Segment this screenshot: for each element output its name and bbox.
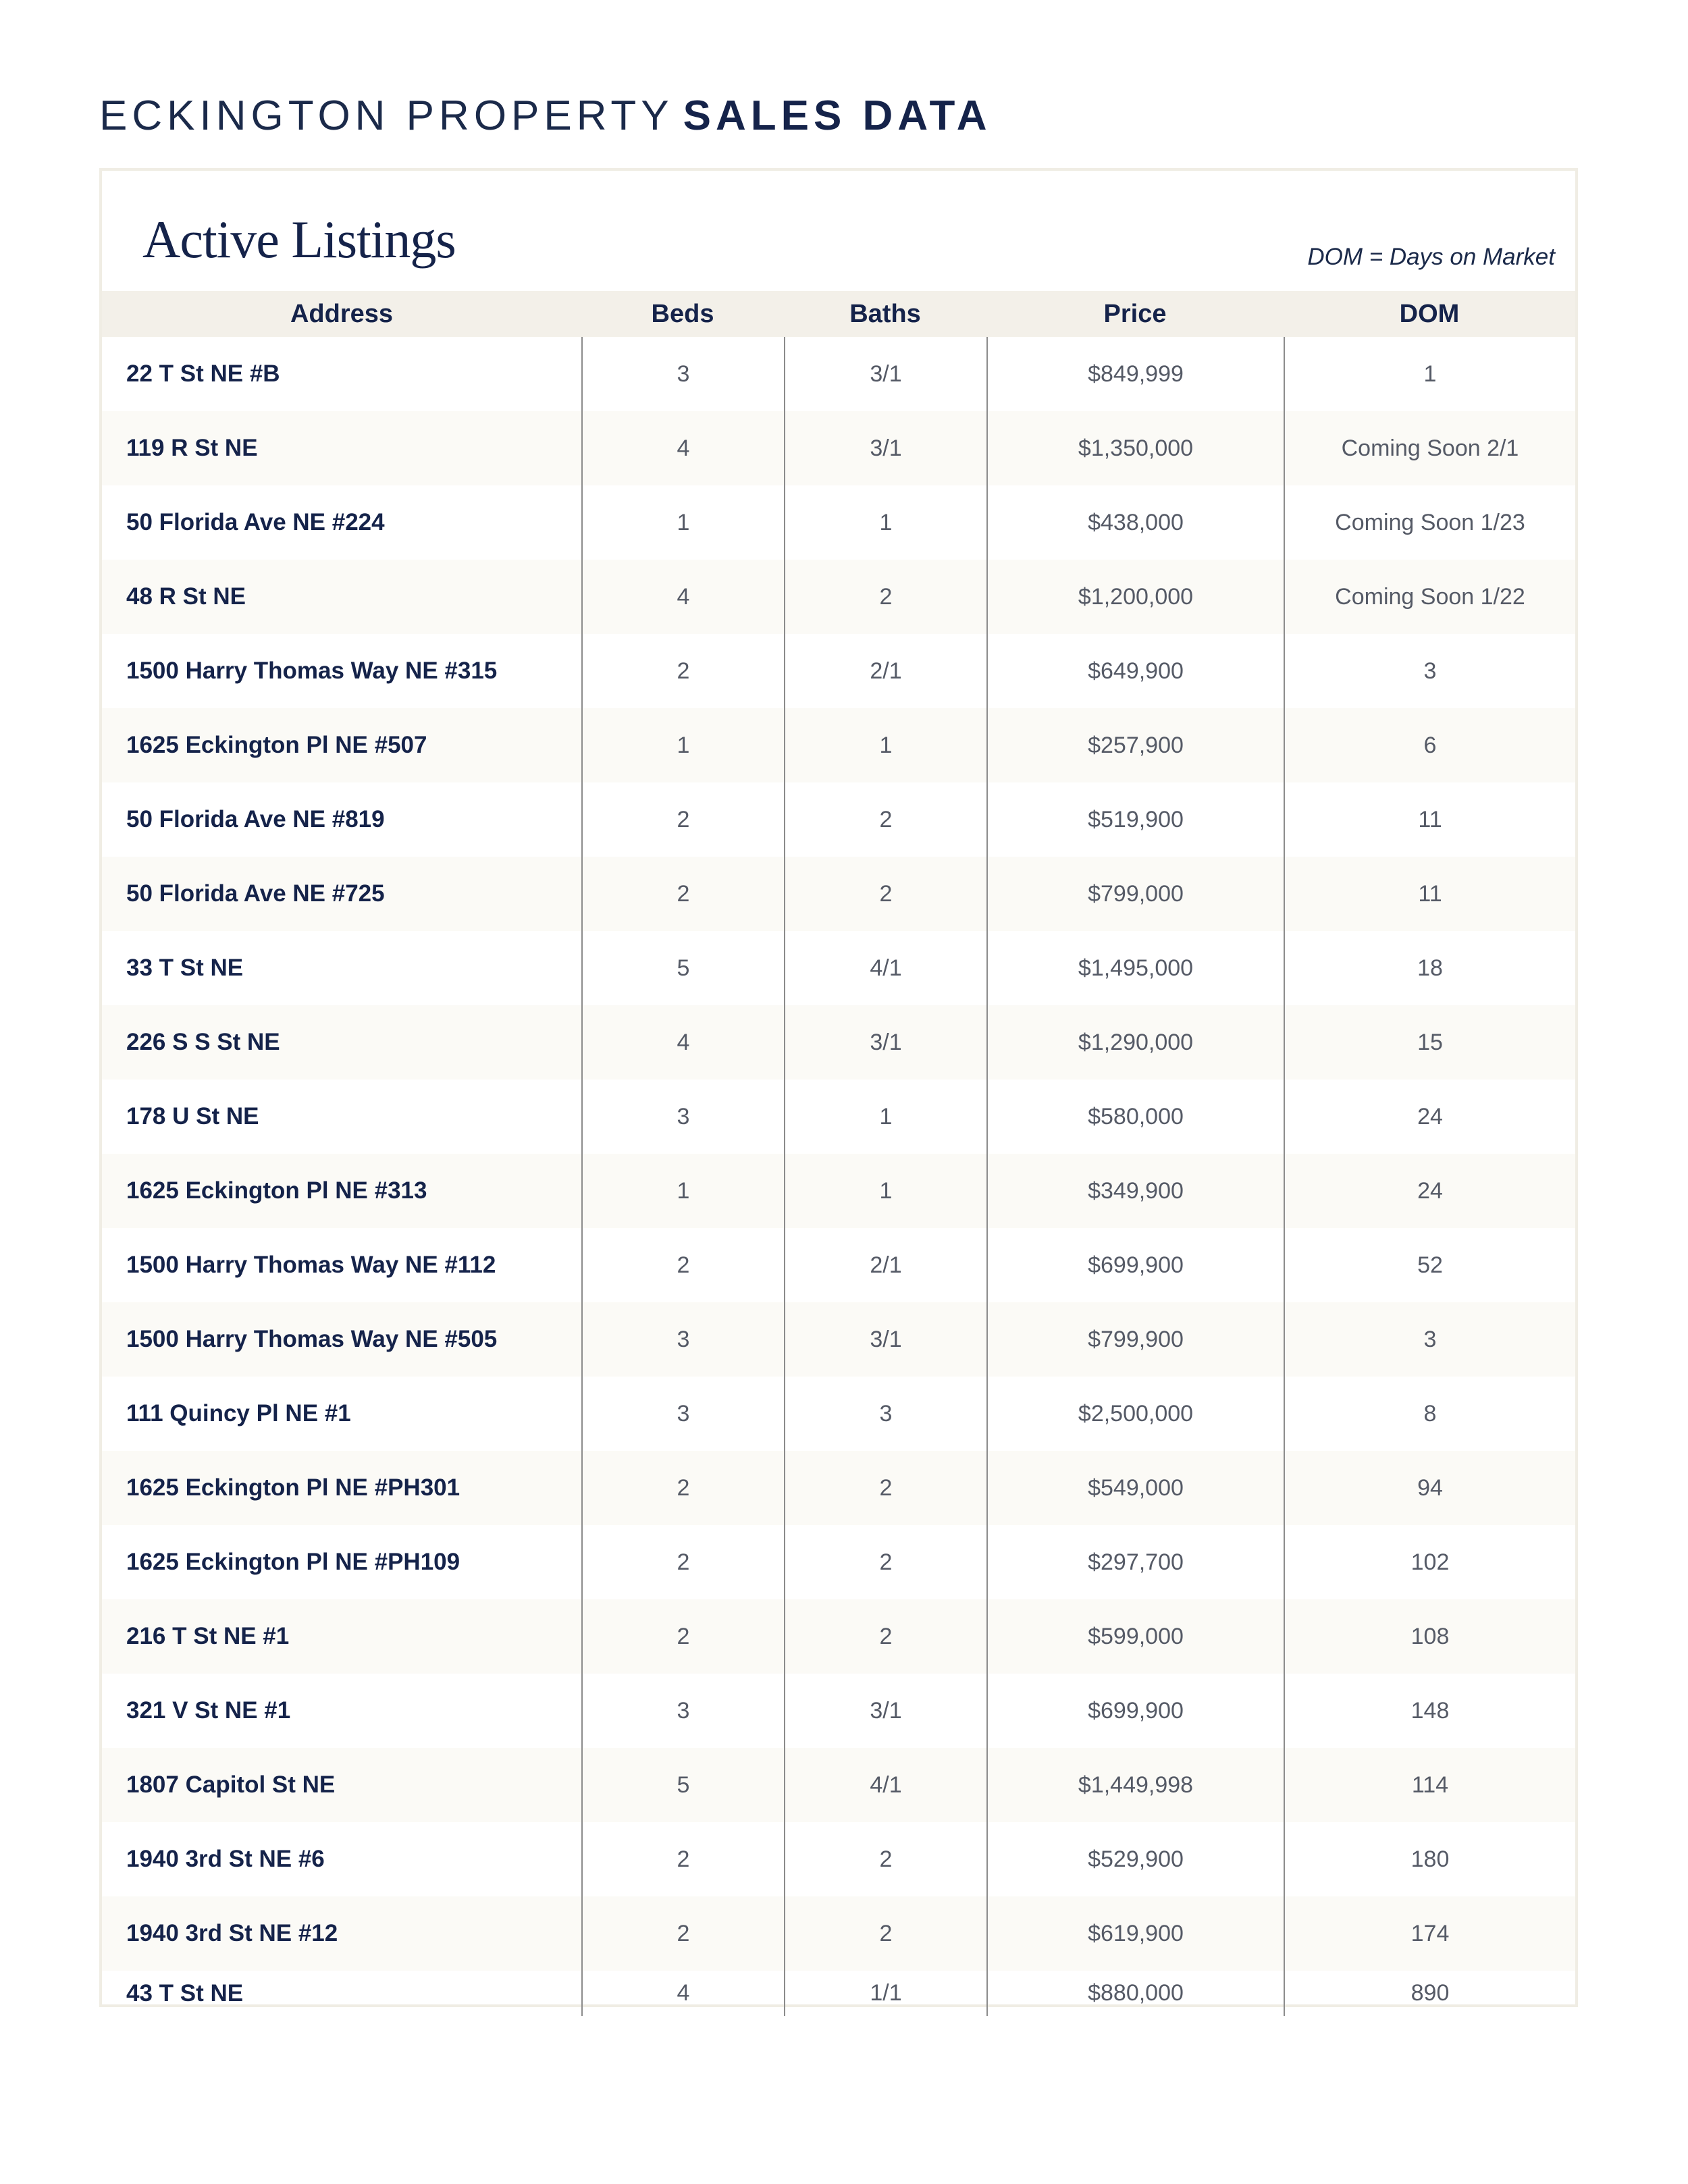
dom-legend-note: DOM = Days on Market [1307, 244, 1555, 270]
cell-baths: 2 [784, 857, 986, 931]
cell-address: 50 Florida Ave NE #819 [126, 806, 385, 832]
table-row [102, 1302, 1575, 1377]
cell-beds: 3 [581, 1302, 784, 1377]
table-row [102, 782, 1575, 857]
cell-baths: 2 [784, 1896, 986, 1971]
table-row [102, 411, 1575, 485]
cell-address: 1625 Eckington Pl NE #313 [126, 1177, 427, 1204]
cell-beds: 2 [581, 634, 784, 708]
cell-price: $699,900 [986, 1674, 1284, 1748]
cell-price: $1,290,000 [986, 1005, 1284, 1080]
cell-address: 1500 Harry Thomas Way NE #315 [126, 658, 498, 684]
cell-baths: 1/1 [784, 1971, 986, 2016]
cell-beds: 3 [581, 337, 784, 411]
cell-baths: 1 [784, 1080, 986, 1154]
table-row [102, 1748, 1575, 1822]
cell-dom: 15 [1284, 1005, 1575, 1080]
cell-price: $799,000 [986, 857, 1284, 931]
cell-beds: 4 [581, 1005, 784, 1080]
cell-address: 33 T St NE [126, 955, 244, 981]
cell-price: $257,900 [986, 708, 1284, 782]
cell-beds: 5 [581, 1748, 784, 1822]
cell-baths: 3/1 [784, 1005, 986, 1080]
table-row [102, 1377, 1575, 1451]
cell-price: $1,495,000 [986, 931, 1284, 1005]
cell-beds: 2 [581, 1525, 784, 1599]
cell-price: $649,900 [986, 634, 1284, 708]
cell-baths: 2 [784, 1525, 986, 1599]
cell-dom: 94 [1284, 1451, 1575, 1525]
cell-address: 178 U St NE [126, 1103, 259, 1129]
cell-address: 321 V St NE #1 [126, 1697, 291, 1724]
cell-price: $619,900 [986, 1896, 1284, 1971]
cell-dom: 3 [1284, 1302, 1575, 1377]
section-title: Active Listings [142, 210, 456, 269]
cell-address: 216 T St NE #1 [126, 1623, 290, 1649]
table-row [102, 1674, 1575, 1748]
cell-price: $599,000 [986, 1599, 1284, 1674]
cell-dom: 52 [1284, 1228, 1575, 1302]
cell-dom: 174 [1284, 1896, 1575, 1971]
table-row [102, 560, 1575, 634]
cell-baths: 2/1 [784, 634, 986, 708]
cell-beds: 3 [581, 1080, 784, 1154]
cell-address: 111 Quincy Pl NE #1 [126, 1400, 351, 1427]
cell-address: 48 R St NE [126, 583, 246, 610]
column-header-address: Address [290, 299, 394, 328]
cell-dom: 102 [1284, 1525, 1575, 1599]
listings-card [99, 168, 1578, 2007]
cell-address: 43 T St NE [126, 1979, 244, 2006]
cell-beds: 2 [581, 782, 784, 857]
table-row [102, 1228, 1575, 1302]
page-title-light: ECKINGTON PROPERTY [99, 92, 674, 139]
cell-dom: 180 [1284, 1822, 1575, 1896]
table-row [102, 1896, 1575, 1971]
cell-address: 119 R St NE [126, 435, 258, 461]
cell-price: $349,900 [986, 1154, 1284, 1228]
table-row [102, 485, 1575, 560]
cell-baths: 3/1 [784, 1302, 986, 1377]
table-row [102, 1599, 1575, 1674]
cell-beds: 4 [581, 560, 784, 634]
cell-dom: 11 [1284, 782, 1575, 857]
cell-beds: 2 [581, 1822, 784, 1896]
cell-price: $699,900 [986, 1228, 1284, 1302]
cell-beds: 5 [581, 931, 784, 1005]
cell-baths: 3 [784, 1377, 986, 1451]
table-row [102, 857, 1575, 931]
cell-baths: 3/1 [784, 337, 986, 411]
column-header-baths: Baths [849, 299, 921, 328]
table-row [102, 1005, 1575, 1080]
cell-dom: Coming Soon 1/22 [1284, 560, 1575, 634]
cell-price: $297,700 [986, 1525, 1284, 1599]
cell-beds: 2 [581, 1896, 784, 1971]
cell-dom: 8 [1284, 1377, 1575, 1451]
cell-dom: 114 [1284, 1748, 1575, 1822]
cell-baths: 1 [784, 485, 986, 560]
cell-address: 1500 Harry Thomas Way NE #112 [126, 1252, 496, 1278]
cell-address: 50 Florida Ave NE #224 [126, 509, 385, 535]
table-row [102, 931, 1575, 1005]
cell-beds: 1 [581, 708, 784, 782]
cell-price: $1,350,000 [986, 411, 1284, 485]
cell-baths: 2 [784, 1822, 986, 1896]
cell-baths: 2/1 [784, 1228, 986, 1302]
cell-address: 50 Florida Ave NE #725 [126, 880, 385, 907]
column-header-dom: DOM [1399, 299, 1460, 328]
cell-dom: 890 [1284, 1971, 1575, 2016]
cell-beds: 3 [581, 1377, 784, 1451]
table-row [102, 337, 1575, 411]
cell-price: $2,500,000 [986, 1377, 1284, 1451]
cell-baths: 4/1 [784, 931, 986, 1005]
page-title [99, 89, 992, 143]
column-header-price: Price [1103, 299, 1167, 328]
cell-price: $1,200,000 [986, 560, 1284, 634]
cell-beds: 2 [581, 1451, 784, 1525]
cell-address: 1625 Eckington Pl NE #PH109 [126, 1549, 460, 1575]
cell-price: $849,999 [986, 337, 1284, 411]
cell-beds: 4 [581, 1971, 784, 2016]
cell-baths: 2 [784, 1451, 986, 1525]
cell-dom: 148 [1284, 1674, 1575, 1748]
cell-price: $580,000 [986, 1080, 1284, 1154]
cell-beds: 2 [581, 1599, 784, 1674]
cell-dom: 1 [1284, 337, 1575, 411]
cell-dom: 24 [1284, 1080, 1575, 1154]
cell-price: $529,900 [986, 1822, 1284, 1896]
cell-baths: 3/1 [784, 411, 986, 485]
cell-price: $799,900 [986, 1302, 1284, 1377]
cell-dom: Coming Soon 2/1 [1284, 411, 1575, 485]
cell-baths: 2 [784, 1599, 986, 1674]
page-title-bold: SALES DATA [683, 92, 992, 139]
cell-dom: 3 [1284, 634, 1575, 708]
cell-price: $549,000 [986, 1451, 1284, 1525]
cell-beds: 4 [581, 411, 784, 485]
cell-beds: 2 [581, 857, 784, 931]
cell-price: $438,000 [986, 485, 1284, 560]
cell-address: 1807 Capitol St NE [126, 1772, 336, 1798]
cell-dom: 18 [1284, 931, 1575, 1005]
cell-price: $1,449,998 [986, 1748, 1284, 1822]
cell-address: 22 T St NE #B [126, 361, 280, 387]
cell-baths: 1 [784, 708, 986, 782]
cell-baths: 1 [784, 1154, 986, 1228]
cell-address: 1940 3rd St NE #6 [126, 1846, 325, 1872]
cell-beds: 1 [581, 1154, 784, 1228]
cell-baths: 2 [784, 560, 986, 634]
cell-address: 1940 3rd St NE #12 [126, 1920, 338, 1946]
table-row [102, 1451, 1575, 1525]
cell-baths: 4/1 [784, 1748, 986, 1822]
cell-baths: 2 [784, 782, 986, 857]
table-row [102, 1525, 1575, 1599]
cell-price: $519,900 [986, 782, 1284, 857]
table-row [102, 634, 1575, 708]
cell-dom: 11 [1284, 857, 1575, 931]
cell-dom: 6 [1284, 708, 1575, 782]
table-header [102, 291, 1575, 337]
cell-address: 1625 Eckington Pl NE #PH301 [126, 1474, 460, 1501]
cell-beds: 1 [581, 485, 784, 560]
cell-beds: 3 [581, 1674, 784, 1748]
table-row [102, 1822, 1575, 1896]
cell-beds: 2 [581, 1228, 784, 1302]
listings-table [102, 291, 1575, 2016]
cell-dom: 108 [1284, 1599, 1575, 1674]
column-header-beds: Beds [651, 299, 714, 328]
cell-dom: 24 [1284, 1154, 1575, 1228]
table-body [102, 337, 1575, 2016]
table-row [102, 708, 1575, 782]
cell-price: $880,000 [986, 1971, 1284, 2016]
cell-address: 1500 Harry Thomas Way NE #505 [126, 1326, 498, 1352]
cell-address: 226 S S St NE [126, 1029, 280, 1055]
table-row [102, 1080, 1575, 1154]
cell-baths: 3/1 [784, 1674, 986, 1748]
cell-dom: Coming Soon 1/23 [1284, 485, 1575, 560]
cell-address: 1625 Eckington Pl NE #507 [126, 732, 427, 758]
table-row [102, 1971, 1575, 2016]
table-row [102, 1154, 1575, 1228]
